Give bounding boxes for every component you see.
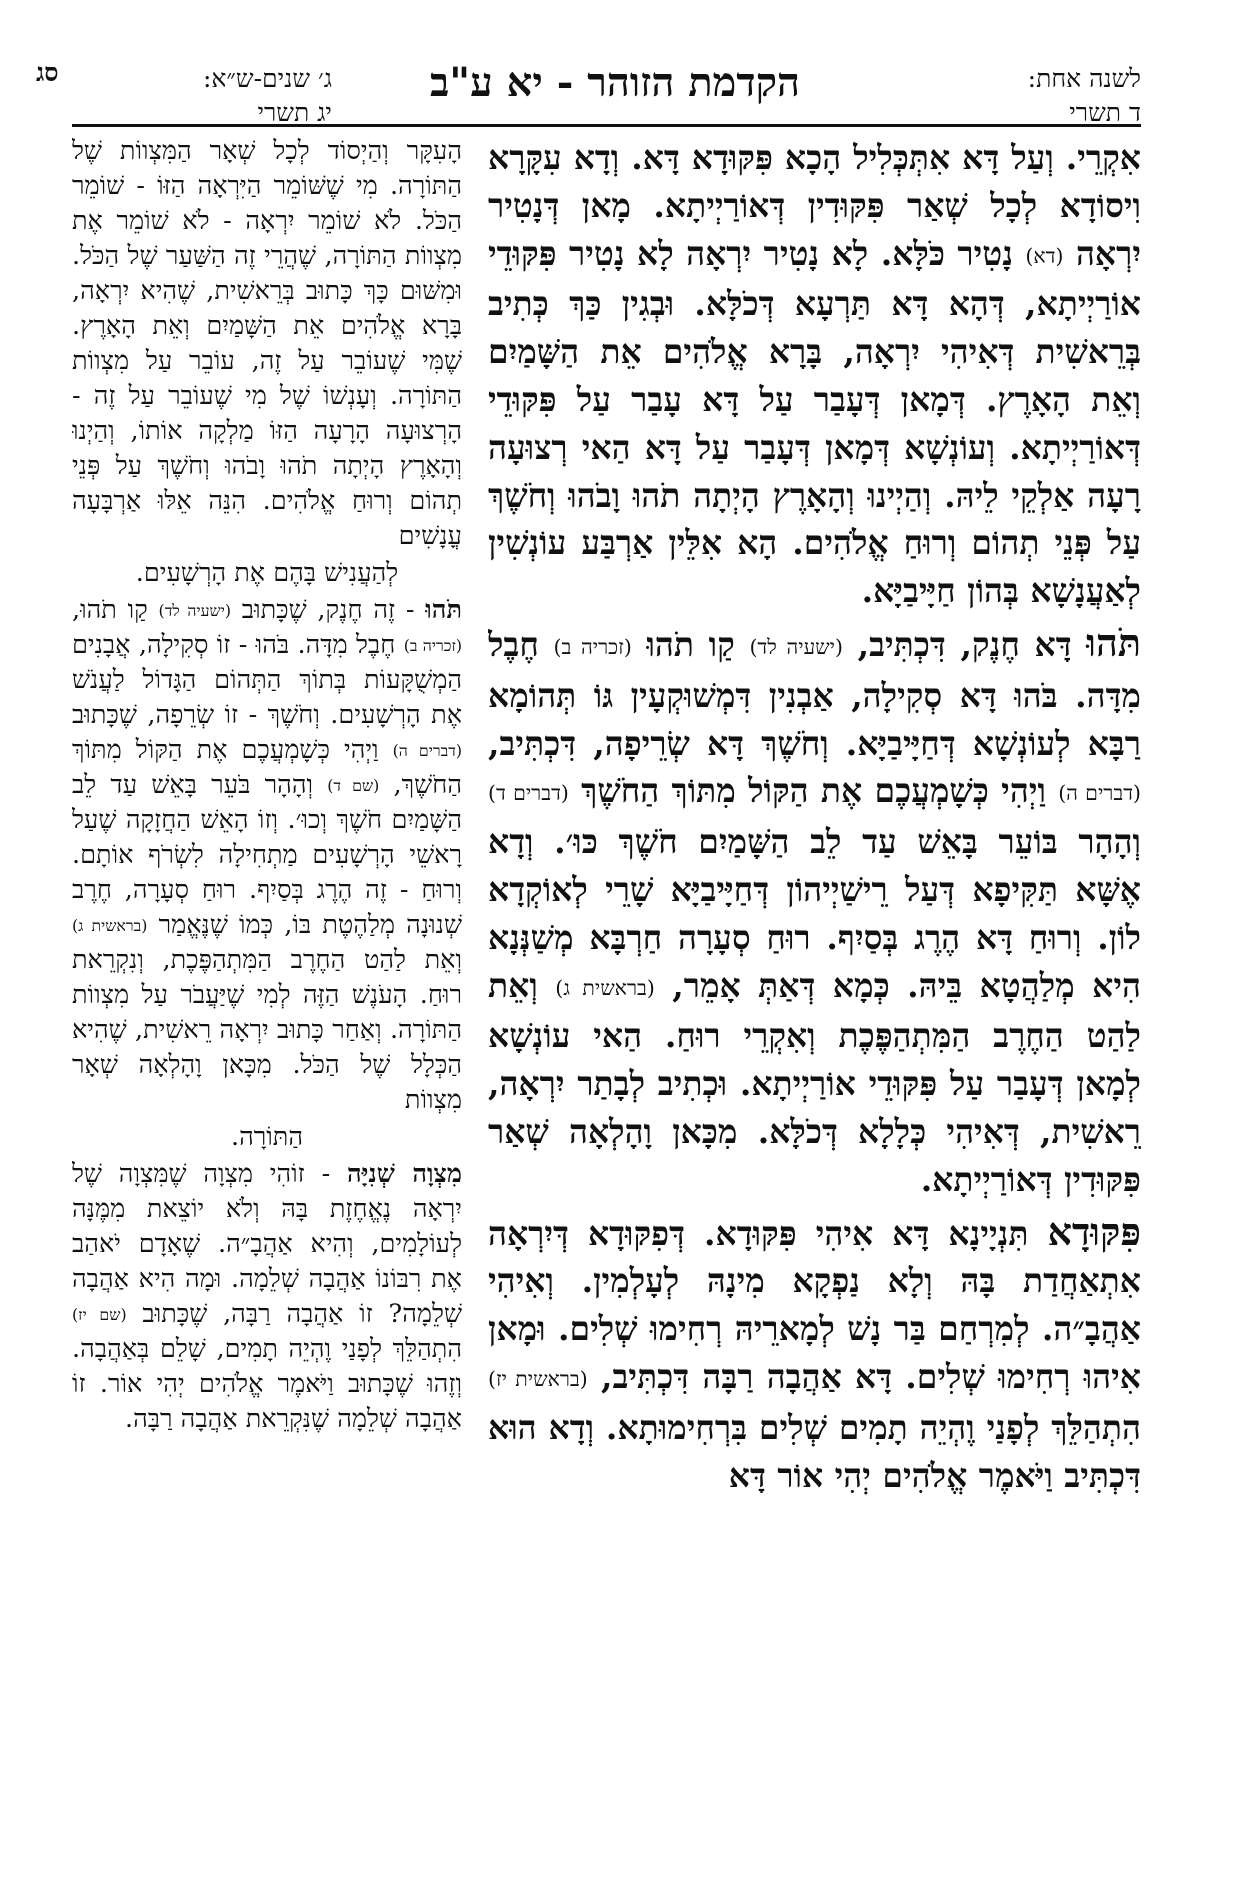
commentary-text: - זֶה חֶנֶק, שֶׁכָּתוּב (241, 595, 415, 625)
commentary-text: הָעִקָּר וְהַיְסוֹד לְכָל שְׁאָר הַמִּצְווֹת שֶׁל הַתּוֹרָה. מִי שֶׁשּׁוֹמֵר הַיִּרְאָה הַזּוֹ - שׁוֹמֵר הַכֹּל. לֹא שׁוֹמֵר יִרְאָה - לֹא שׁוֹמֵר אֶת מִצְווֹת הַתּוֹרָה, שֶׁהֲרֵי זֶה הַשַּׁעַר שֶׁל הַכֹּל. וּמִשּׁוּם כָּךְ כָּתוּב בְּרֵאשִׁית, שֶׁהִיא יִרְאָה, בָּרָא אֱלֹהִים אֵת הַשָּׁמַיִם וְאֵת הָאָרֶץ. שֶׁמִּי שֶׁעוֹבֵר עַל זֶה, עוֹבֵר עַל מִצְווֹת הַתּוֹרָה. וְעָנְשׁוֹ שֶׁל מִי שֶׁעוֹבֵר עַל זֶה - הָרְצוּעָה הָרָעָה הַזּוֹ מַלְקָה אוֹתוֹ, וְהַיְנוּ וְהָאָרֶץ הָיְתָה תֹהוּ וָבֹהוּ וְחֹשֶׁךְ עַל פְּנֵי תְהוֹם וְרוּחַ אֱלֹהִים. הִנֵּה אֵלּוּ אַרְבָּעָה עֳנָשִׁים (72, 136, 462, 551)
commentary-text: חֶבֶל מִדָּה. בֹּהוּ - זוֹ סְקִילָה, אֲבָנִים הַמְשֻׁקָּעוֹת בְּתוֹךְ הַתְּהוֹם הַגָּדוֹל לַעֲנֹשׁ אֶת הָרְשָׁעִים. וְחֹשֶׁךְ - זוֹ שְׂרֵפָה, שֶׁכָּתוּב (72, 630, 462, 730)
paragraph-lead-word: תֹּהוּ (425, 595, 462, 625)
main-text: וְהָהָר בּוֹעֵר בָּאֵשׁ עַד לֵב הַשָּׁמַיִם חֹשֶׁךְ כּוּ׳. וְדָא אֶשָּׁא תַּקִּיפָא דְּעַל רֵישַׁיְיהוֹן דְּחַיָּיבַיָּא שָׁרֵי לְאוֹקְדָא לוֹן. וְרוּחַ דָּא הֶרֶג בְּסַיִף. רוּחַ סְעָרָה חַרְבָּא מְשַׁנְּנָא הִיא מְלַהֲטָא בֵּיהּ. כְּמָא דְּאַתְּ אָמֵר, (488, 822, 1141, 1005)
main-text: נָטִיר כֹּלָּא. לָא נָטִיר יִרְאָה לָא נָטִיר פִּקּוּדֵי אוֹרַיְיתָא, דְּהָא דָּא תַּרְעָא דְּכֹלָּא. וּבְגִין כַּךְ כְּתִיב בְּרֵאשִׁית דְּאִיהִי יִרְאָה, בָּרָא אֱלֹהִים אֵת הַשָּׁמַיִם וְאֵת הָאָרֶץ. דְּמָאן דְּעָבַר עַל דָּא עָבַר עַל פִּקּוּדֵי דְּאוֹרַיְיתָא. וְעוֹנְשָׁא דְּמָאן דְּעָבַר עַל דָּא הַאי רְצוּעָה רָעָה אַלְקֵי לֵיהּ. וְהַיְינוּ וְהָאָרֶץ הָיְתָה תֹהוּ וָבֹהוּ וְחֹשֶׁךְ עַל פְּנֵי תְהוֹם וְרוּחַ אֱלֹהִים. הָא אִלֵּין אַרְבַּע עוֹנְשִׁין לְאַעֲנָשָׁא בְּהוֹן חַיָּיבַיָּא. (488, 233, 1141, 611)
commentary-centered-line: הַתּוֹרָה. (230, 1122, 304, 1152)
scripture-reference: (בראשית יז) (488, 1366, 588, 1391)
schedule-one-year (881, 62, 1141, 130)
main-text: חֶבֶל מִדָּה. בֹּהוּ דָּא סְקִילָה, אַבְנִין דִּמְשׁוּקְעָין גּוֹ תְּהוֹמָא רַבָּא לְעוֹנְשָׁא דְּחַיָּיבַיָּא. וְחֹשֶׁךְ דָּא שְׂרֵיפָה, דִּכְתִּיב, (488, 624, 1141, 763)
scripture-reference: (דברים ה) (1058, 781, 1141, 806)
schedule-label: לשנה אחת: (1027, 64, 1141, 93)
scripture-reference: (בראשית ג) (72, 916, 148, 935)
main-text: תִּנְיָינָא דָּא אִיהִי פִּקּוּדָא. דְּפִקּוּדָא דְּיִרְאָה אִתְאַחֲדַת בָּהּ וְלָא נַפְקָא מִינָהּ לְעָלְמִין. וְאִיהִי אַהֲבָ״ה. לְמִרְחַם בַּר נָשׁ לְמָארֵיהּ רְחִימוּ שְׁלִים. וּמָאן אִיהוּ רְחִימוּ שְׁלִים. דָּא אַהֲבָה רַבָּה דִּכְתִּיב, (488, 1213, 1141, 1396)
scripture-reference: (דברים ה) (392, 741, 462, 760)
commentary-text: וְהָהָר בֹּעֵר בָּאֵשׁ עַד לֵב הַשָּׁמַיִם חֹשֶׁךְ וְכוּ׳. וְזוֹ הָאֵשׁ הַחֲזָקָה שֶׁעַל רָאשֵׁי הָרְשָׁעִים מַתְחִילָה לִשְׂרֹף אוֹתָם. וְרוּחַ - זֶה הֶרֶג בְּסַיִף. רוּחַ סְעָרָה, חֶרֶב שְׁנוּנָה מְלַהֶטֶת בּוֹ, כְּמוֹ שֶׁנֶּאֱמַר (72, 770, 462, 940)
main-text: אִקְרֵי. וְעַל דָּא אִתְּכְּלִיל הָכָא פִּקּוּדָא דָּא. וְדָא עִקָּרָא וִיסוֹדָא לְכָל שְׁאַר פִּקּוּדִין דְּאוֹרַיְיתָא. מָאן דְּנָטִיר יִרְאָה (488, 138, 1141, 273)
page-number: סג (36, 58, 59, 87)
scripture-reference: (זכריה ב) (403, 636, 462, 655)
paragraph-lead-word: תֹּהוּ (1086, 619, 1141, 665)
scripture-reference: (ישעיה לד) (749, 634, 843, 659)
scripture-reference: (שם יז) (72, 1305, 127, 1324)
scripture-reference: (זכריה ב) (553, 634, 632, 659)
main-paragraph (488, 134, 1141, 615)
schedule-three-years (72, 62, 332, 130)
commentary-text: וַיְהִי כְּשָׁמְעֲכֶם אֶת הַקּוֹל מִתּוֹךְ הַחֹשֶׁךְ, (72, 735, 462, 800)
commentary-column (72, 134, 462, 1814)
main-paragraph (488, 1208, 1141, 1500)
main-text: דָּא חֶנֶק, דִּכְתִּיב, (857, 624, 1072, 664)
scripture-reference: (ישעיה לד) (158, 601, 232, 620)
commentary-centered-line: לְהַעֲנִישׁ בָּהֶם אֶת הָרְשָׁעִים. (135, 558, 399, 588)
scripture-reference: (דא) (1025, 243, 1064, 268)
commentary-text: קַו תֹהוּ, (72, 595, 148, 625)
main-text: הִתְהַלֵּךְ לְפָנַי וֶהְיֵה תָמִים שְׁלִים בִּרְחִימוּתָא. וְדָא הוּא דִּכְתִּיב וַיֹּאמֶר אֱלֹהִים יְהִי אוֹר דָּא (488, 1407, 1141, 1495)
scripture-reference: (דברים ד) (488, 781, 569, 806)
schedule-date: יג תשרי (257, 98, 332, 127)
scripture-reference: (שם ד) (327, 776, 380, 795)
commentary-paragraph (72, 134, 462, 554)
schedule-date: ד תשרי (1069, 98, 1141, 127)
main-text: וְאֵת לַהַט הַחֶרֶב הַמִּתְהַפֶּכֶת וְאִקְרֵי רוּחַ. הַאי עוֹנְשָׁא לְמָאן דְּעָבַר עַל פִּקּוּדֵי אוֹרַיְיתָא. וּכְתִיב לְבָתַר יִרְאָה, רֵאשִׁית, דְּאִיהִי כְּלָלָא דְּכֹלָּא. מִכָּאן וָהָלְאָה שְׁאַר פִּקּוּדִין דְּאוֹרַיְיתָא. (488, 965, 1141, 1199)
paragraph-lead-word: מִצְוָה שְׁנִיָּה (347, 1159, 462, 1189)
commentary-text: הִתְהַלֵּךְ לְפָנַי וֶהְיֵה תָמִים, שָׁלֵם בְּאַהֲבָה. וְזֶהוּ שֶׁכָּתוּב וַיֹּאמֶר אֱלֹהִים יְהִי אוֹר. זוֹ אַהֲבָה שְׁלֵמָה שֶׁנִּקְרֵאת אַהֲבָה רַבָּה. (72, 1334, 462, 1434)
main-text-column (488, 134, 1141, 1834)
commentary-text: וְאֵת לַהַט הַחֶרֶב הַמִּתְהַפֶּכֶת, וְנִקְרֵאת רוּחַ. הָעֹנֶשׁ הַזֶּה לְמִי שֶׁיַּעֲבֹר עַל מִצְווֹת הַתּוֹרָה. וְאַחַר כָּתוּב יִרְאָה רֵאשִׁית, שֶׁהִיא הַכְּלָל שֶׁל הַכֹּל. מִכָּאן וָהָלְאָה שְׁאָר מִצְווֹת (72, 945, 462, 1115)
commentary-paragraph (72, 1157, 462, 1437)
paragraph-lead-word: פִּקּוּדָא (1047, 1208, 1141, 1254)
page-title: הקדמת הזוהר - יא ע"ב (429, 59, 801, 106)
main-text: וַיְהִי כְּשָׁמְעֲכֶם אֶת הַקּוֹל מִתּוֹךְ הַחֹשֶׁךְ (581, 771, 1046, 811)
commentary-paragraph (72, 593, 462, 1118)
header-rule (72, 124, 1141, 127)
main-paragraph (488, 619, 1141, 1204)
commentary-text: - זוֹהִי מִצְוָה שֶׁמִּצְוָה שֶׁל יִרְאָה נֶאֱחֶזֶת בָּהּ וְלֹא יוֹצֵאת מִמֶּנָּה לְעוֹלָמִים, וְהִיא אַהֲבָ״ה. שֶׁאָדָם יֹאהַב אֶת רִבּוֹנוֹ אַהֲבָה שְׁלֵמָה. וּמָה הִיא אַהֲבָה שְׁלֵמָה? זוֹ אַהֲבָה רַבָּה, שֶׁכָּתוּב (72, 1159, 462, 1329)
schedule-label: ג׳ שנים-ש״א: (202, 64, 332, 93)
page-header (0, 0, 1253, 127)
scripture-reference: (בראשית ג) (555, 975, 655, 1000)
main-text: קַו תֹהוּ (646, 624, 735, 664)
